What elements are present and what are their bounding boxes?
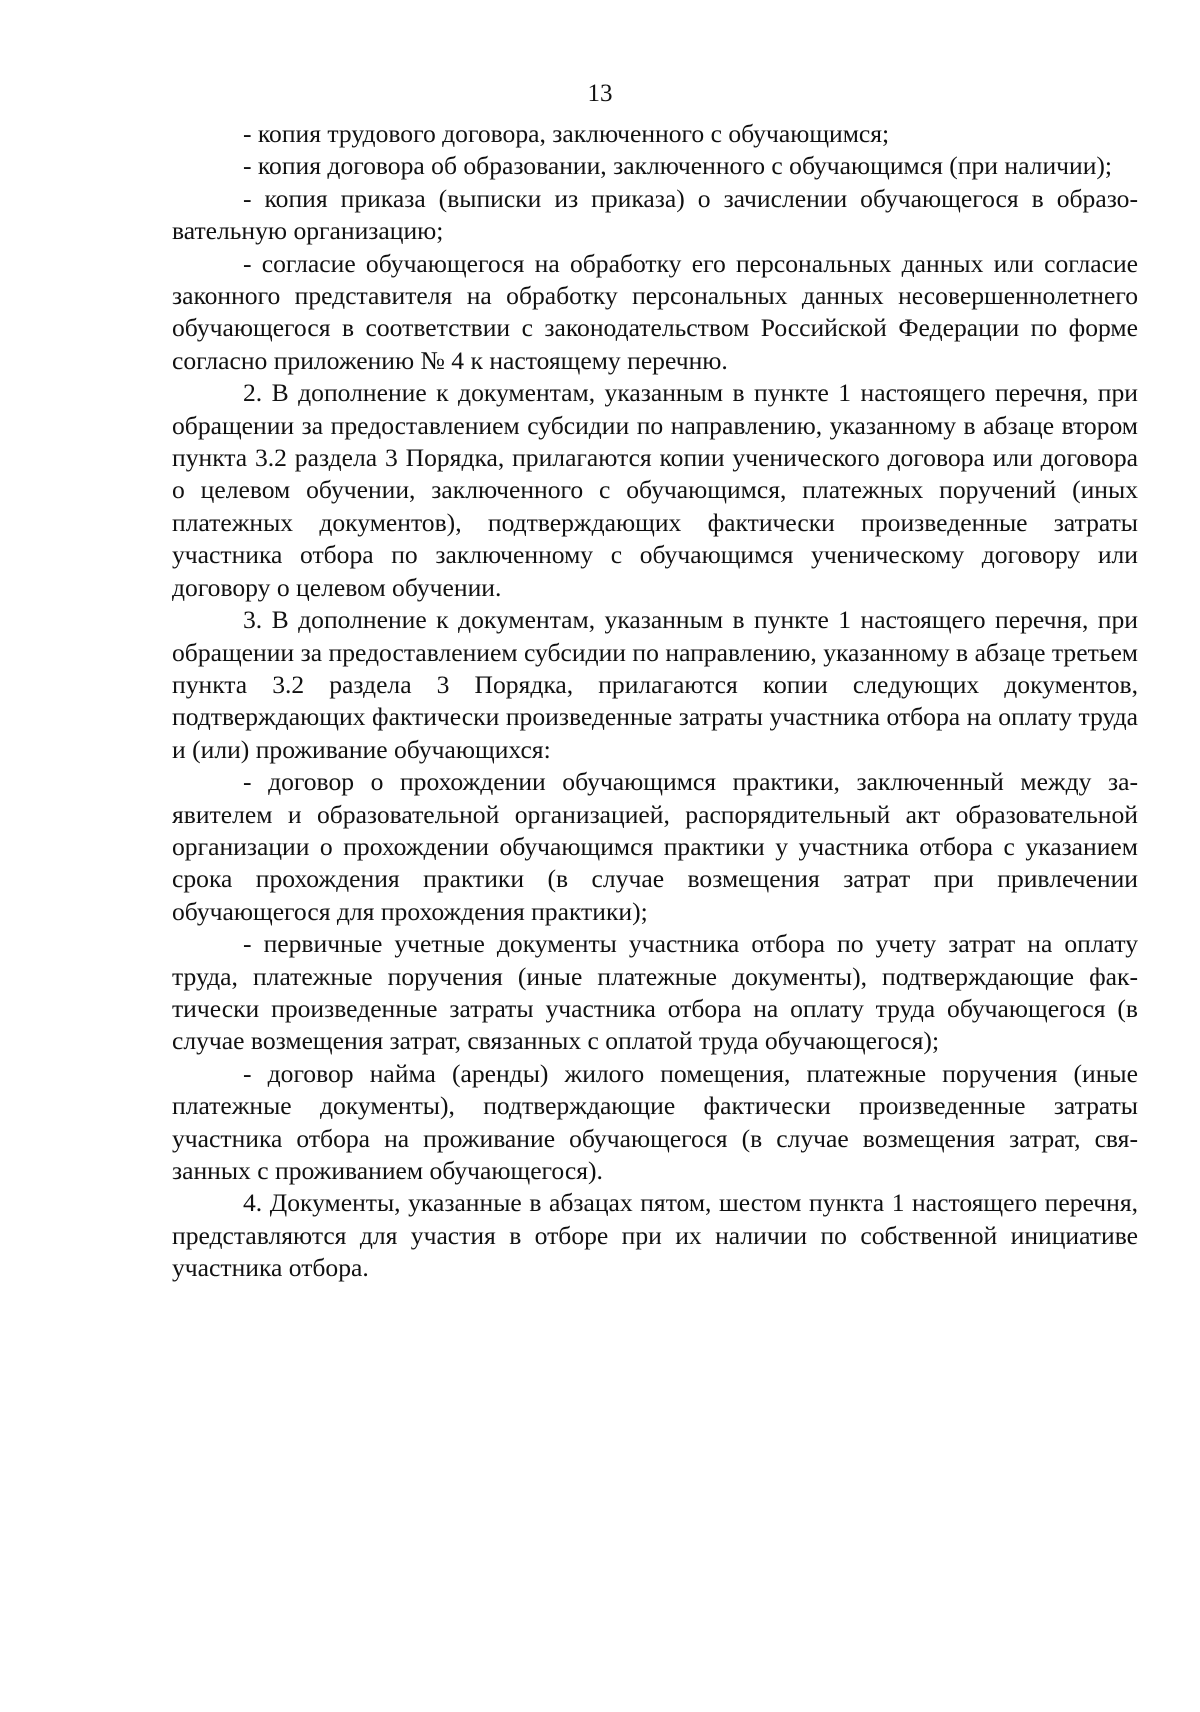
paragraph-list-item-personal-data-consent: - согласие обучающегося на обработку его персональных данных или согласие законного представителя на обработку персональных данных несовершеннолетнего обучающегося в соответствии с законодательством Российской Федерации по форме согласно приложению № 4 к настоящему перечню. [172, 248, 1138, 375]
document-body [172, 118, 1138, 1285]
paragraph-section-3: 3. В дополнение к документам, указанным в пункте 1 настоящего перечня, при обращении за предоставлением субсидии по направлению, указанному в абзаце третьем пункта 3.2 раздела 3 Порядка, прилагаются копии следующих документов, подтверждающих фактически произведенные затраты участника отбора на оплату труда и (или) проживание обучающихся: [172, 605, 1138, 764]
page-number: 13 [587, 80, 613, 107]
paragraph-list-item-employment-contract: - копия трудового договора, заключенного с обучающимся; [243, 119, 890, 148]
paragraph-list-item-enrollment-order: - копия приказа (выписки из приказа) о зачислении обучающегося в образовательную организацию; [172, 183, 1138, 246]
paragraph-list-item-lease-contract: - договор найма (аренды) жилого помещения, платежные поручения (иные платежные документы), подтверждающие фактически произведенные затраты участника отбора на проживание обучающегося (в случае возмещения затрат, связанных с проживанием обучающегося). [172, 1058, 1138, 1185]
paragraph-section-4: 4. Документы, указанные в абзацах пятом, шестом пункта 1 настоящего перечня, представляются для участия в отборе при их наличии по собственной инициативе участника отбора. [172, 1188, 1138, 1283]
paragraph-section-2: 2. В дополнение к документам, указанным в пункте 1 настоящего перечня, при обращении за предоставлением субсидии по направлению, указанному в абзаце втором пункта 3.2 раздела 3 Порядка, прилагаются копии ученического договора или договора о целевом обучении, заключенного с обучающимся, платежных поручений (иных платежных документов), подтверждающих фактически произведенные затраты участника отбора по заключенному с обучающимся ученическому договору или договору о целевом обучении. [172, 378, 1138, 602]
paragraph-list-item-education-contract: - копия договора об образовании, заключенного с обучающимся (при наличии); [243, 151, 1113, 181]
paragraph-list-item-internship-contract: - договор о прохождении обучающимся практики, заключенный между заявителем и образовательной организацией, распорядительный акт образовательной организации о прохождении обучающимся практики у участника отбора с указанием срока прохождения практики (в случае возмещения затрат при привлечении обучающегося для прохождения практики); [172, 767, 1138, 926]
paragraph-list-item-accounting-documents: - первичные учетные документы участника отбора по учету затрат на оплату труда, платежные поручения (иные платежные документы), подтверждающие фактически произведенные затраты участника отбора на оплату труда обучающегося (в случае возмещения затрат, связанных с оплатой труда обучающегося); [172, 929, 1138, 1056]
